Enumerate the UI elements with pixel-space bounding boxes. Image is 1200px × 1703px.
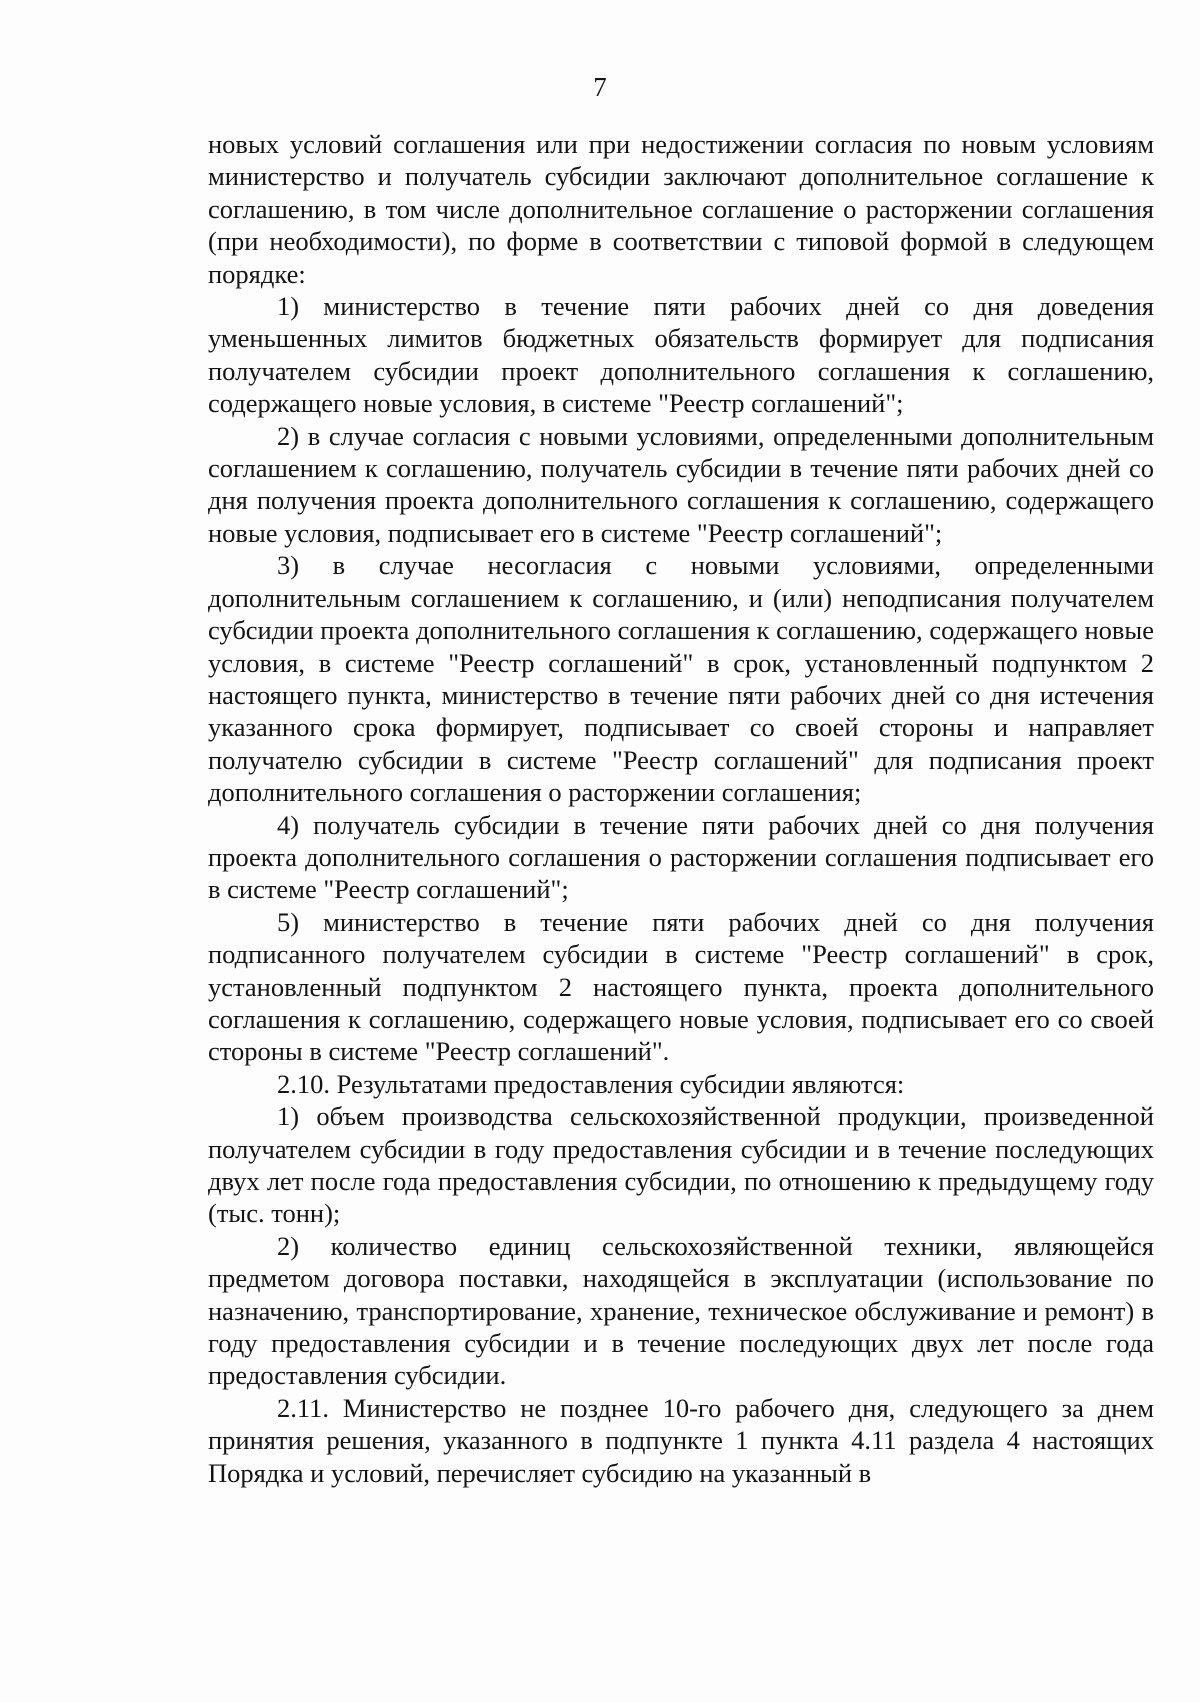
page-number: 7 [593, 72, 607, 102]
paragraph-item-1: 1) министерство в течение пяти рабочих дней со дня доведения уменьшенных лимитов бюджетных обязательств формирует для подписания получателем субсидии проект дополнительного соглашения к соглашению, содержащего новые условия, в системе "Реестр соглашений"; [208, 291, 1154, 419]
paragraph-item-3: 3) в случае несогласия с новыми условиями, определенными дополнительным соглашением к соглашению, и (или) неподписания получателем субсидии проекта дополнительного соглашения к соглашению, содержащего новые условия, в системе "Реестр соглашений" в срок, установленный подпунктом 2 настоящего пункта, министерство в течение пяти рабочих дней со дня истечения указанного срока формирует, подписывает со своей стороны и направляет получателю субсидии в системе "Реестр соглашений" для подписания проект дополнительного соглашения о расторжении соглашения; [208, 550, 1154, 808]
section-2-11-paragraph: 2.11. Министерство не позднее 10-го рабочего дня, следующего за днем принятия решения, указанного в подпункте 1 пункта 4.11 раздела 4 настоящих Порядка и условий, перечисляет субсидию на указанный в [208, 1392, 1154, 1488]
document-body [208, 128, 1154, 1489]
paragraph-item-4: 4) получатель субсидии в течение пяти рабочих дней со дня получения проекта дополнительного соглашения о расторжении соглашения подписывает его в системе "Реестр соглашений"; [208, 809, 1154, 905]
paragraph-continuation: новых условий соглашения или при недостижении согласия по новым условиям министерство и получатель субсидии заключают дополнительное соглашение к соглашению, в том числе дополнительное соглашение о расторжении соглашения (при необходимости), по форме в соответствии с типовой формой в следующем порядке: [208, 129, 1154, 289]
paragraph-item-5: 5) министерство в течение пяти рабочих дней со дня получения подписанного получателем субсидии в системе "Реестр соглашений" в срок, установленный подпунктом 2 настоящего пункта, проекта дополнительного соглашения к соглашению, содержащего новые условия, подписывает его со своей стороны в системе "Реестр соглашений". [208, 906, 1154, 1067]
result-item-1: 1) объем производства сельскохозяйственной продукции, произведенной получателем субсидии в году предоставления субсидии и в течение последующих двух лет после года предоставления субсидии, по отношению к предыдущему году (тыс. тонн); [208, 1101, 1154, 1229]
section-2-10-heading: 2.10. Результатами предоставления субсидии являются: [277, 1068, 905, 1099]
paragraph-item-2: 2) в случае согласия с новыми условиями, определенными дополнительным соглашением к соглашению, получатель субсидии в течение пяти рабочих дней со дня получения проекта дополнительного соглашения к соглашению, содержащего новые условия, подписывает его в системе "Реестр соглашений"; [208, 420, 1154, 548]
result-item-2: 2) количество единиц сельскохозяйственной техники, являющейся предметом договора поставки, находящейся в эксплуатации (использование по назначению, транспортирование, хранение, техническое обслуживание и ремонт) в году предоставления субсидии и в течение последующих двух лет после года предоставления субсидии. [208, 1230, 1154, 1391]
